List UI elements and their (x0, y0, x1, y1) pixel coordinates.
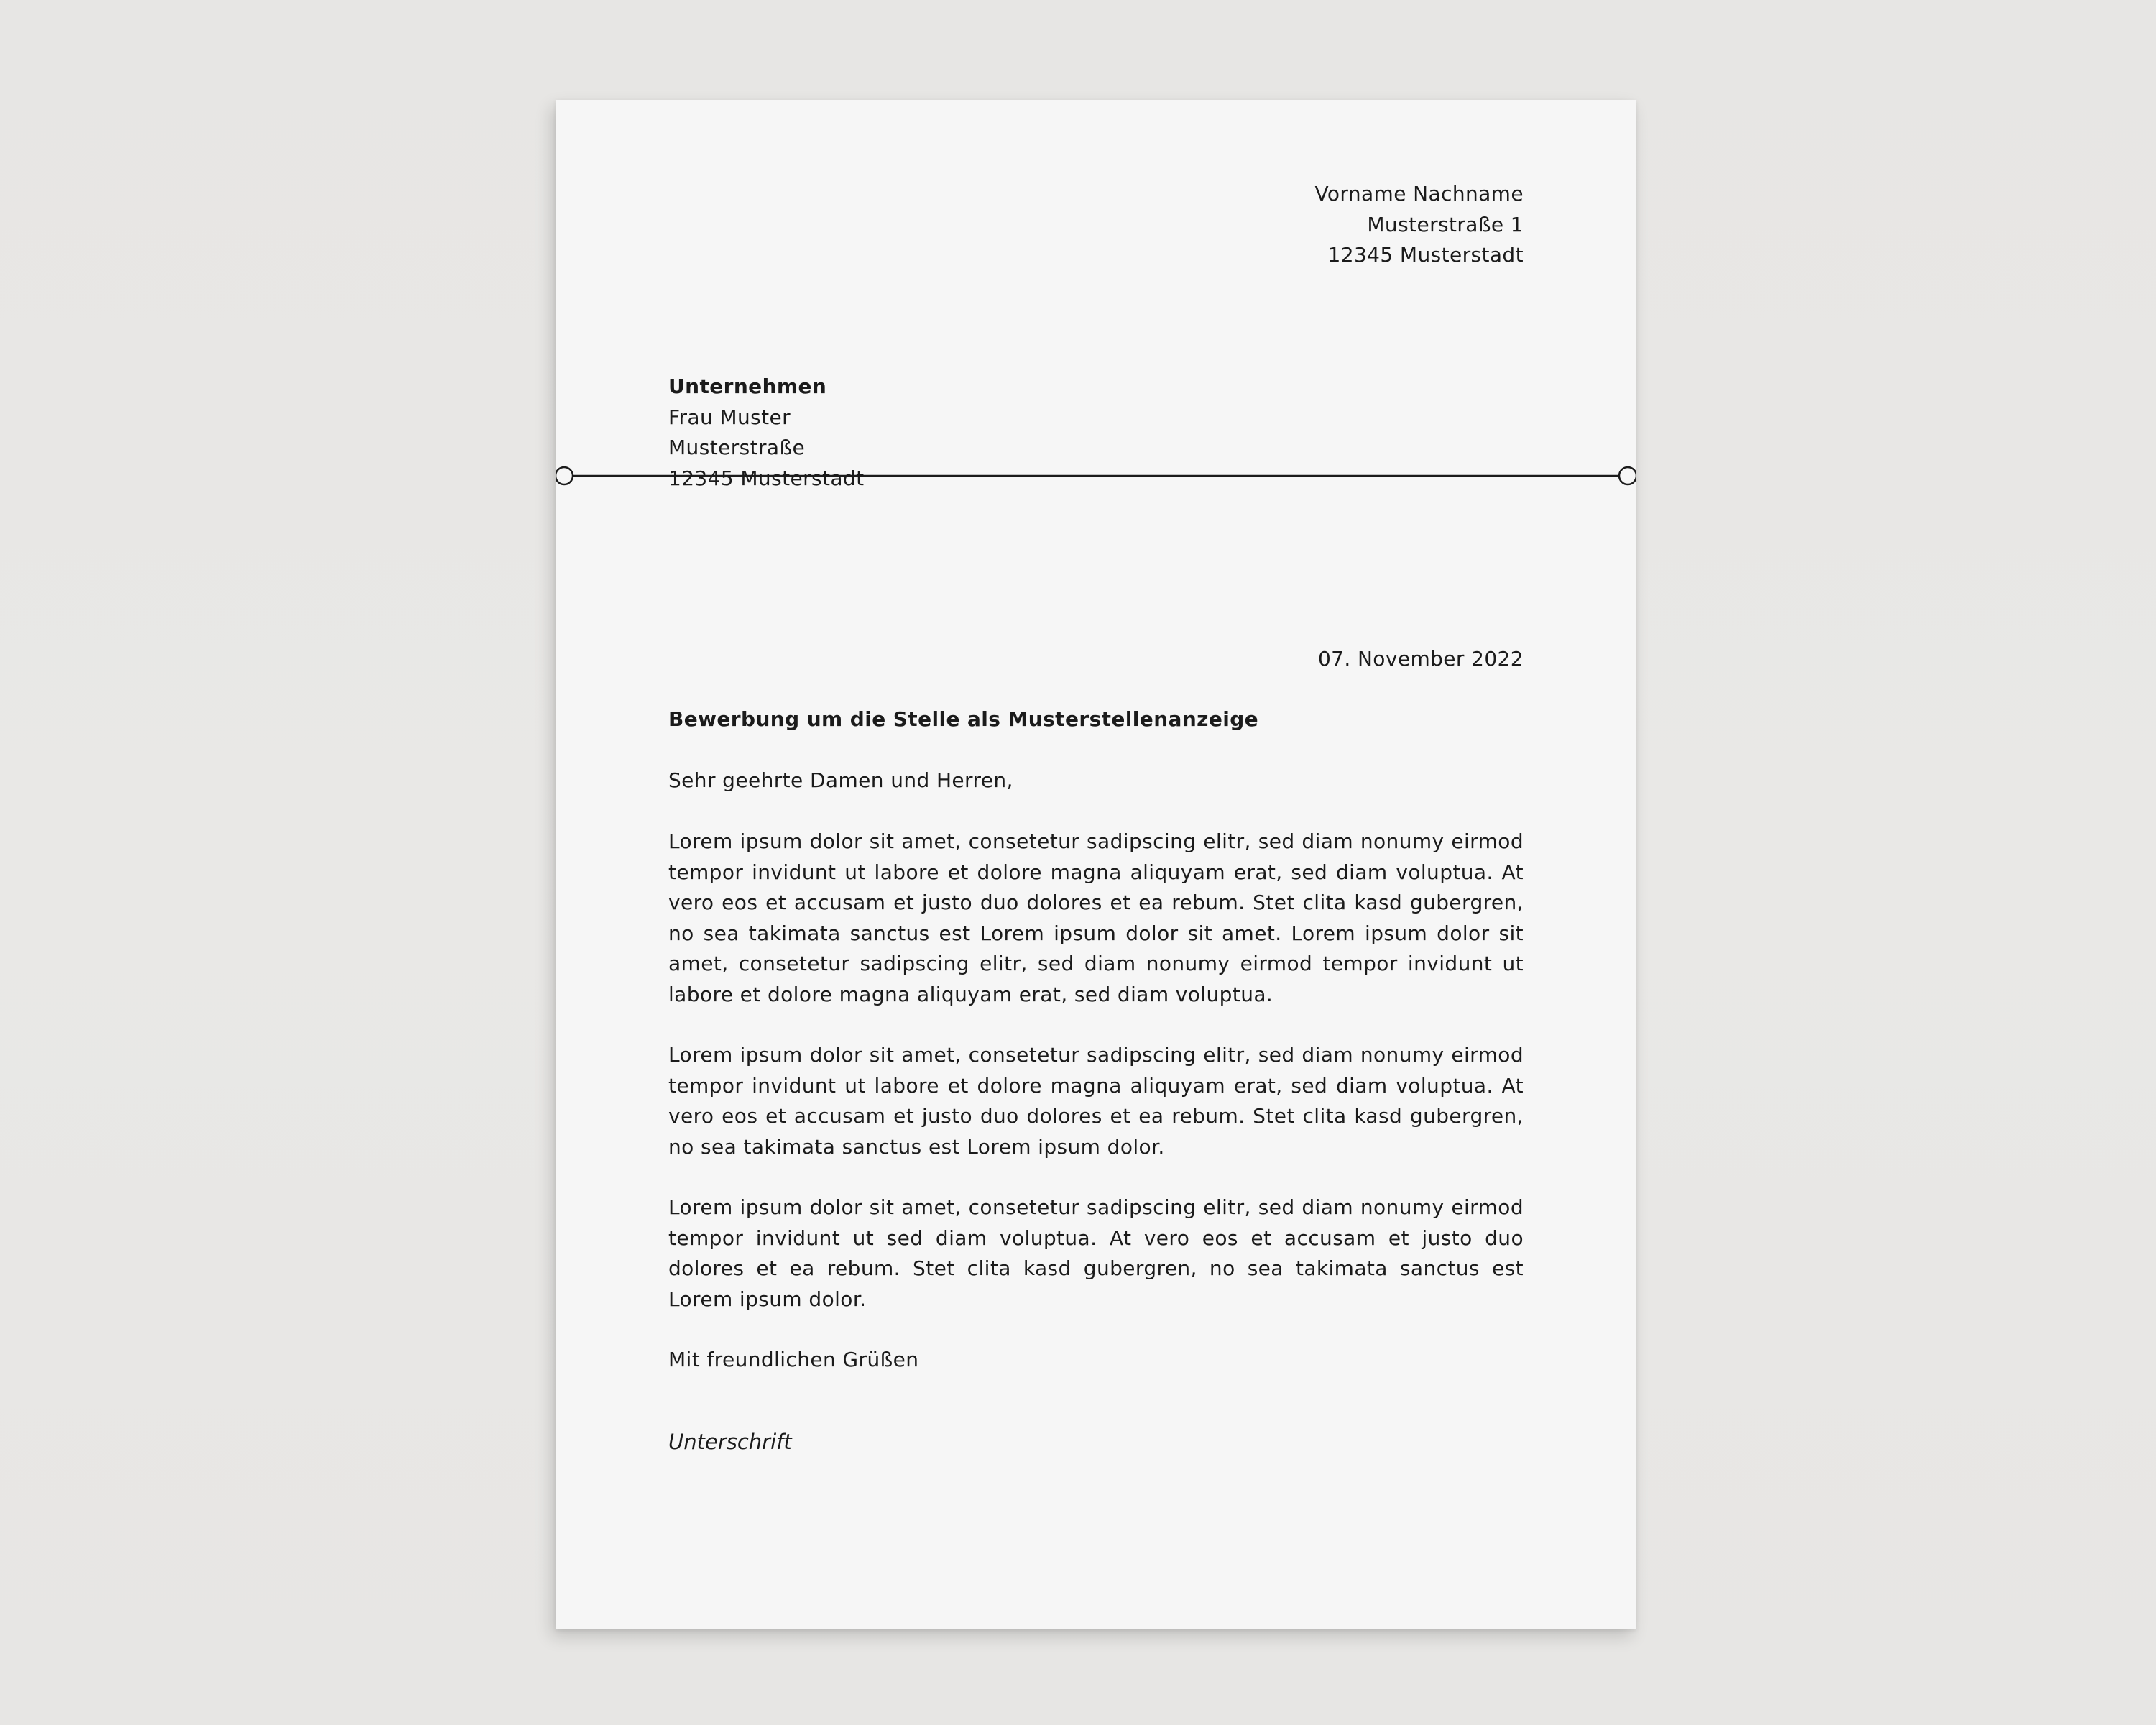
letter-page (556, 100, 1636, 1629)
subject-block (668, 704, 1524, 735)
sender-street: Musterstraße 1 (1367, 212, 1524, 236)
body-paragraph-1 (668, 827, 1524, 1010)
closing-block (668, 1345, 1524, 1376)
signature-block (668, 1427, 1524, 1458)
circle-end-icon (1619, 467, 1636, 484)
paragraph-text: Lorem ipsum dolor sit amet, consetetur sadipscing elitr, sed diam nonumy eirmod tempor invidunt ut labore et dolore magna aliquyam erat, sed diam voluptua. At vero eos et accusam et justo duo dolores et ea rebum. Stet clita kasd gubergren, no sea takimata sanctus est Lorem ipsum dolor sit amet. Lorem ipsum dolor sit amet, consetetur sadipscing elitr, sed diam nonumy eirmod tempor invidunt ut labore et dolore magna aliquyam erat, sed diam voluptua. (668, 829, 1524, 1006)
paragraph-text: Lorem ipsum dolor sit amet, consetetur sadipscing elitr, sed diam nonumy eirmod tempor invidunt ut labore et dolore magna aliquyam erat, sed diam voluptua. At vero eos et accusam et justo duo dolores et ea rebum. Stet clita kasd gubergren, no sea takimata sanctus est Lorem ipsum dolor. (668, 1043, 1524, 1159)
sender-city: 12345 Musterstadt (1327, 243, 1524, 267)
letter-date-block (668, 644, 1524, 675)
letter-subject: Bewerbung um die Stelle als Musterstellenanzeige (668, 707, 1259, 731)
recipient-street: Musterstraße (668, 436, 806, 459)
recipient-contact: Frau Muster (668, 405, 791, 429)
recipient-city: 12345 Musterstadt (668, 466, 865, 490)
letter-closing: Mit freundlichen Grüßen (668, 1348, 919, 1371)
letter-signature: Unterschrift (668, 1430, 792, 1454)
body-paragraph-2 (668, 1040, 1524, 1162)
letter-date: 07. November 2022 (1317, 647, 1524, 671)
letter-salutation: Sehr geehrte Damen und Herren, (668, 768, 1013, 792)
recipient-company: Unternehmen (668, 374, 827, 398)
salutation-block (668, 765, 1524, 796)
header-divider (556, 465, 1636, 487)
circle-end-icon (556, 467, 573, 484)
body-paragraph-3 (668, 1192, 1524, 1315)
sender-address (668, 179, 1524, 271)
paragraph-text: Lorem ipsum dolor sit amet, consetetur sadipscing elitr, sed diam nonumy eirmod tempor invidunt ut sed diam voluptua. At vero eos et accusam et justo duo dolores et ea rebum. Stet clita kasd gubergren, no sea takimata sanctus est Lorem ipsum dolor. (668, 1195, 1524, 1311)
sender-name: Vorname Nachname (1314, 182, 1524, 206)
